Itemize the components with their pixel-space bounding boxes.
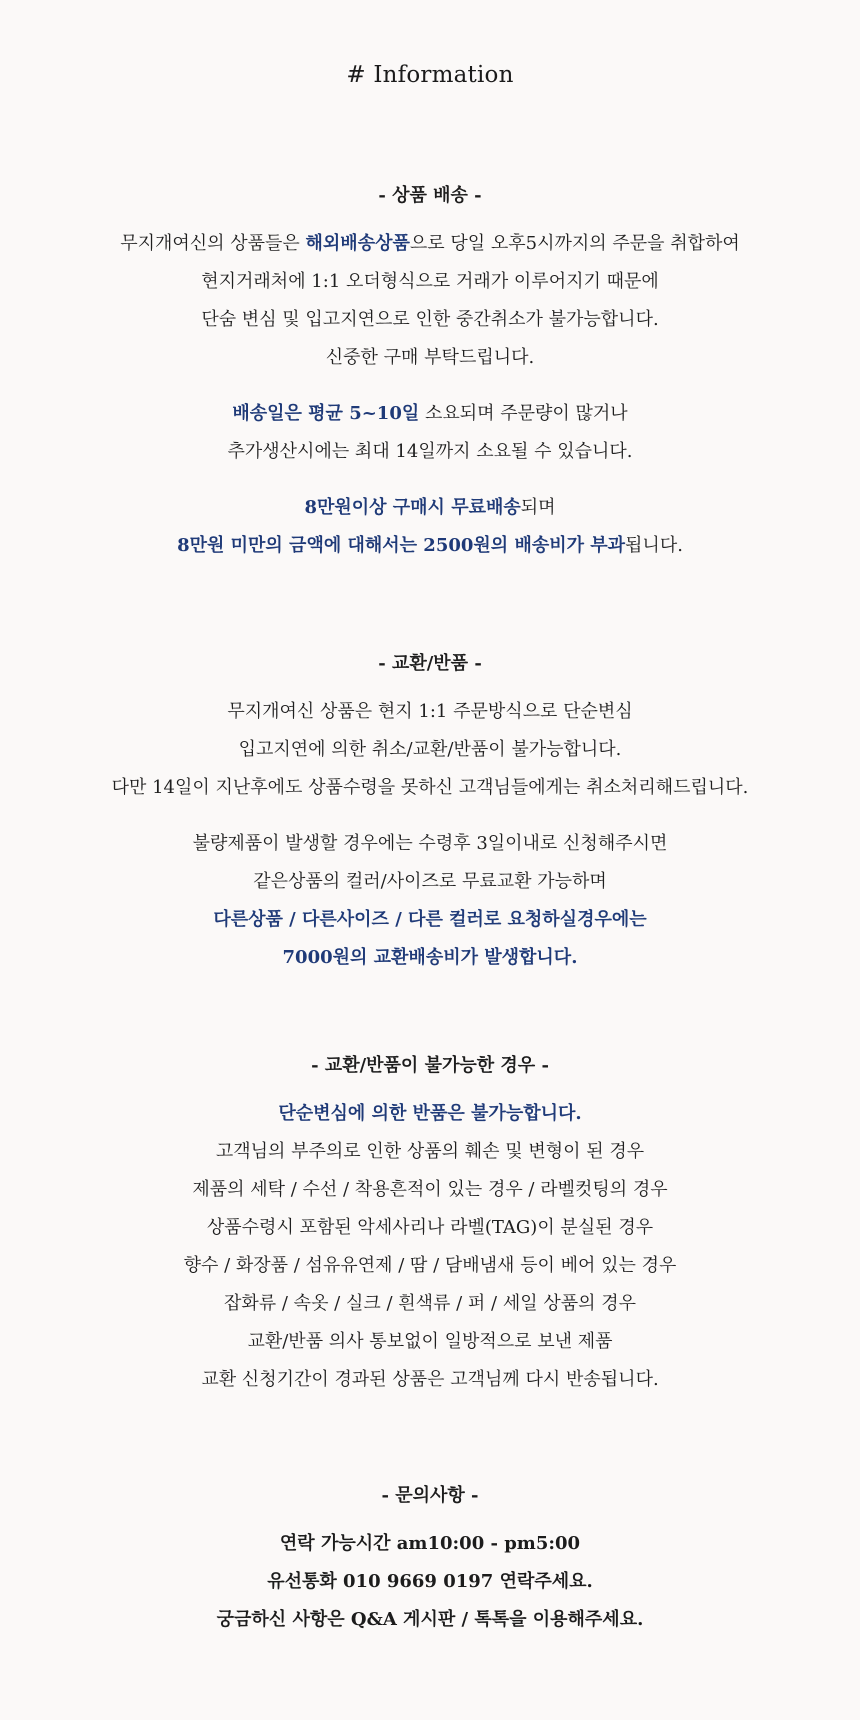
shipping-line-7-text: 되며 [520, 497, 556, 518]
shipping-line-8 [0, 527, 860, 565]
exchange-line-5: 같은상품의 컬러/사이즈로 무료교환 가능하며 [253, 871, 607, 892]
not-allowed-section [0, 1051, 860, 1399]
page-title: # Information [346, 62, 514, 88]
shipping-line-5-text: 소요되며 주문량이 많거나 [419, 403, 628, 424]
exchange-heading: - 교환/반품 - [378, 653, 482, 674]
not-allowed-heading: - 교환/반품이 불가능한 경우 - [311, 1055, 549, 1076]
shipping-line-4: 신중한 구매 부탁드립니다. [325, 347, 535, 368]
contact-section [0, 1481, 860, 1639]
contact-heading: - 문의사항 - [381, 1485, 479, 1506]
not-allowed-line-2: 고객님의 부주의로 인한 상품의 훼손 및 변형이 된 경우 [215, 1141, 645, 1162]
shipping-line-1-highlight: 해외배송상품 [305, 233, 410, 254]
shipping-line-6: 추가생산시에는 최대 14일까지 소요될 수 있습니다. [227, 441, 633, 462]
shipping-line-3: 단숨 변심 및 입고지연으로 인한 중간취소가 불가능합니다. [201, 309, 659, 330]
shipping-line-7-highlight: 8만원이상 구매시 무료배송 [304, 497, 521, 518]
exchange-line-6: 다른상품 / 다른사이즈 / 다른 컬러로 요청하실경우에는 [213, 909, 647, 930]
contact-board: 궁금하신 사항은 Q&A 게시판 / 톡톡을 이용해주세요. [216, 1609, 644, 1630]
exchange-line-7: 7000원의 교환배송비가 발생합니다. [282, 947, 578, 968]
exchange-line-4: 불량제품이 발생할 경우에는 수령후 3일이내로 신청해주시면 [192, 833, 668, 854]
not-allowed-line-3: 제품의 세탁 / 수선 / 착용흔적이 있는 경우 / 라벨컷팅의 경우 [192, 1179, 668, 1200]
exchange-line-1: 무지개여신 상품은 현지 1:1 주문방식으로 단순변심 [227, 701, 633, 722]
contact-hours: 연락 가능시간 am10:00 - pm5:00 [279, 1533, 581, 1554]
shipping-line-8-text: 됩니다. [625, 535, 683, 556]
not-allowed-line-7: 교환/반품 의사 통보없이 일방적으로 보낸 제품 [247, 1331, 613, 1352]
exchange-section [0, 649, 860, 977]
shipping-line-5-highlight: 배송일은 평균 5~10일 [232, 403, 420, 424]
shipping-line-8-highlight: 8만원 미만의 금액에 대해서는 2500원의 배송비가 부과 [177, 535, 626, 556]
exchange-line-3: 다만 14일이 지난후에도 상품수령을 못하신 고객님들에게는 취소처리해드립니다. [111, 777, 749, 798]
shipping-line-7 [0, 489, 860, 527]
not-allowed-line-8: 교환 신청기간이 경과된 상품은 고객님께 다시 반송됩니다. [201, 1369, 659, 1390]
not-allowed-line-6: 잡화류 / 속옷 / 실크 / 흰색류 / 퍼 / 세일 상품의 경우 [224, 1293, 636, 1314]
shipping-line-1-text-a: 무지개여신의 상품들은 [120, 233, 306, 254]
exchange-line-2: 입고지연에 의한 취소/교환/반품이 불가능합니다. [238, 739, 622, 760]
contact-phone: 유선통화 010 9669 0197 연락주세요. [267, 1571, 593, 1592]
shipping-line-1 [0, 225, 860, 263]
shipping-heading: - 상품 배송 - [378, 185, 482, 206]
shipping-line-5 [0, 395, 860, 433]
shipping-line-1-text-b: 으로 당일 오후5시까지의 주문을 취합하여 [409, 233, 740, 254]
not-allowed-line-5: 향수 / 화장품 / 섬유유연제 / 땀 / 담배냄새 등이 베어 있는 경우 [183, 1255, 677, 1276]
shipping-section [0, 181, 860, 565]
not-allowed-line-1: 단순변심에 의한 반품은 불가능합니다. [278, 1103, 582, 1124]
shipping-line-2: 현지거래처에 1:1 오더형식으로 거래가 이루어지기 때문에 [201, 271, 659, 292]
not-allowed-line-4: 상품수령시 포함된 악세사리나 라벨(TAG)이 분실된 경우 [206, 1217, 654, 1238]
